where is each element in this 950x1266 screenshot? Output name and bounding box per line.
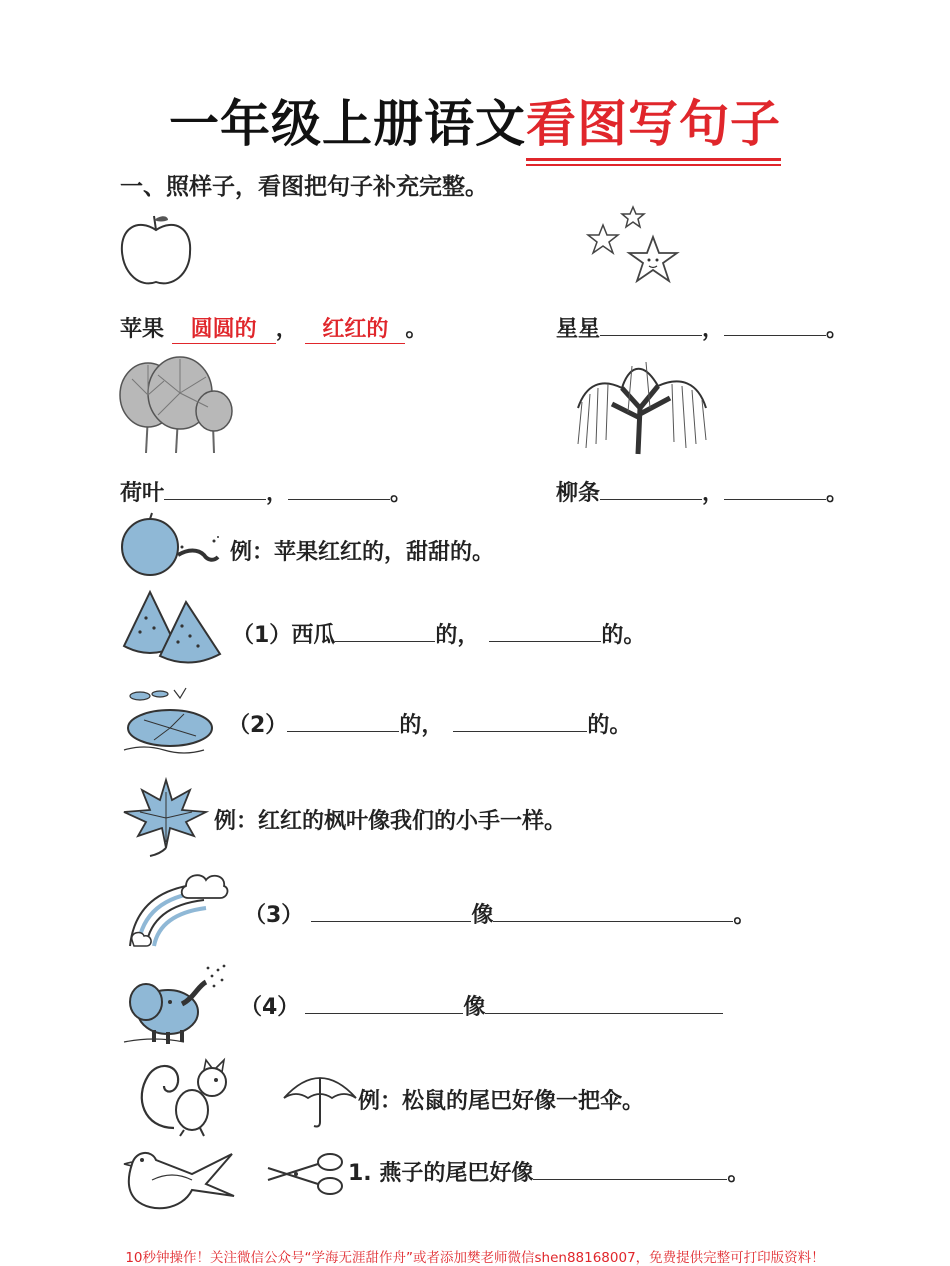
question-subject: 西瓜: [291, 623, 336, 648]
question-text: 燕子的尾巴好像: [379, 1161, 534, 1186]
example-sentence-3: 例：松鼠的尾巴好像一把伞。: [358, 1089, 645, 1114]
question-3: [244, 898, 755, 929]
question-text: 的。: [587, 713, 632, 738]
question-swallow: [348, 1156, 749, 1187]
stars-blank-2[interactable]: [724, 313, 826, 336]
scissors-icon: [266, 1150, 346, 1198]
page-title: [0, 84, 950, 156]
apple-sentence: [120, 312, 427, 344]
apple-answer-2[interactable]: 红红的: [305, 312, 405, 344]
question-number: 1.: [348, 1161, 372, 1186]
example-sentence-1: 例：苹果红红的，甜甜的。: [230, 540, 495, 565]
q4-blank-1[interactable]: [305, 991, 463, 1014]
apple-subject: 苹果: [120, 317, 165, 342]
maple-leaf-icon: [120, 772, 212, 858]
q2-blank-1[interactable]: [287, 709, 399, 732]
question-number: （4）: [240, 995, 300, 1020]
question-1: [232, 618, 645, 649]
lotus-blank-1[interactable]: [164, 477, 266, 500]
willow-subject: 柳条: [556, 481, 601, 506]
apple-worm-icon: [118, 515, 228, 577]
title-highlight: 看图写句子: [526, 95, 781, 153]
watermelon-icon: [120, 588, 228, 666]
period: 。: [826, 317, 849, 342]
comma: ，: [275, 317, 298, 342]
lotus-pond-icon: [124, 686, 216, 756]
apple-icon: [118, 212, 194, 292]
willow-blank-1[interactable]: [600, 477, 702, 500]
section-heading: 一、照样子，看图把句子补充完整。: [120, 174, 488, 200]
title-main: 一年级上册语文: [169, 95, 526, 153]
question-4: [240, 990, 723, 1021]
comma: ，: [266, 481, 289, 506]
stars-icon: [583, 205, 683, 300]
q3-blank-1[interactable]: [311, 899, 471, 922]
q1-blank-2[interactable]: [489, 619, 601, 642]
apple-answer-1[interactable]: 圆圆的: [172, 312, 276, 344]
willow-tree-icon: [572, 348, 712, 456]
footer-notice: 10秒钟操作！关注微信公众号“学海无涯甜作舟”或者添加樊老师微信shen88168007，免费提供完整可打印版资料！: [125, 1250, 825, 1266]
stars-sentence: [556, 312, 848, 343]
question-text: 的。: [601, 623, 646, 648]
willow-sentence: [556, 476, 848, 507]
lotus-subject: 荷叶: [120, 481, 165, 506]
comma: ，: [702, 317, 725, 342]
period: 。: [405, 317, 428, 342]
lotus-leaf-icon: [118, 355, 236, 455]
stars-subject: 星星: [556, 317, 601, 342]
swallow-blank[interactable]: [533, 1157, 727, 1180]
q3-blank-2[interactable]: [493, 899, 733, 922]
rainbow-icon: [126, 870, 232, 950]
question-text: 的，: [435, 623, 480, 648]
q1-blank-1[interactable]: [335, 619, 435, 642]
question-text: 。: [733, 903, 756, 928]
question-text: 像: [463, 995, 486, 1020]
question-2: [228, 708, 631, 739]
question-number: （3）: [244, 903, 304, 928]
period: 。: [390, 481, 413, 506]
q4-blank-2[interactable]: [485, 991, 723, 1014]
willow-blank-2[interactable]: [724, 477, 826, 500]
lotus-sentence: [120, 476, 412, 507]
question-text: 像: [471, 903, 494, 928]
umbrella-icon: [282, 1072, 358, 1130]
question-number: （2）: [228, 713, 288, 738]
squirrel-icon: [134, 1058, 238, 1138]
stars-blank-1[interactable]: [600, 313, 702, 336]
period: 。: [826, 481, 849, 506]
lotus-blank-2[interactable]: [288, 477, 390, 500]
comma: ，: [702, 481, 725, 506]
period: 。: [727, 1161, 750, 1186]
swallow-icon: [122, 1140, 238, 1216]
elephant-icon: [124, 962, 228, 1046]
example-sentence-2: 例：红红的枫叶像我们的小手一样。: [214, 809, 567, 834]
question-text: 的，: [399, 713, 444, 738]
question-number: （1）: [232, 623, 292, 648]
q2-blank-2[interactable]: [453, 709, 587, 732]
